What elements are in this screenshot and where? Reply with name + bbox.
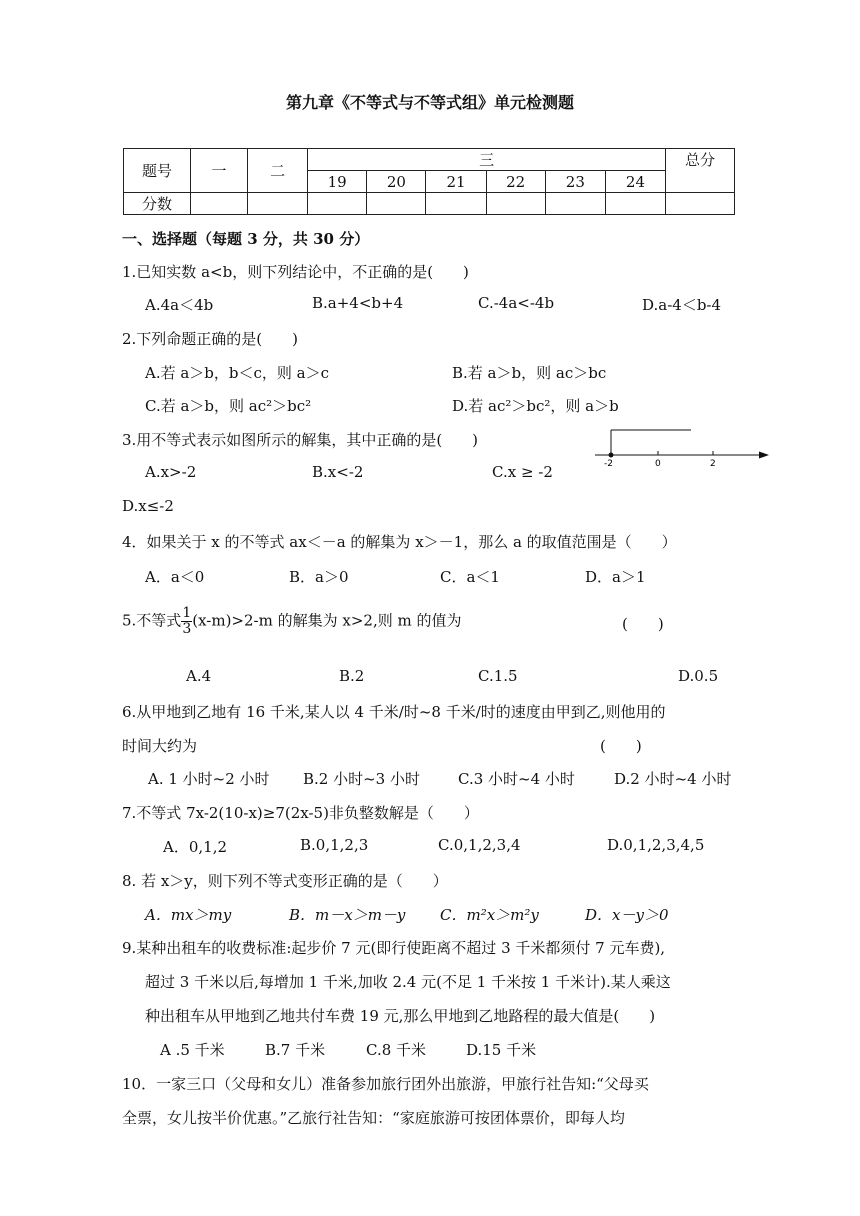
- question-10-line-2: 全票，女儿按半价优惠。”乙旅行社告知：“家庭旅游可按团体票价，即每人均: [122, 1109, 625, 1127]
- score-cell: [367, 193, 426, 215]
- q3-option-d: D.x≤-2: [122, 497, 174, 515]
- q5-rest: (x-m)>2-m 的解集为 x>2,则 m 的值为: [192, 611, 462, 630]
- question-10-line-1: 10．一家三口（父母和女儿）准备参加旅行团外出旅游，甲旅行社告知:“父母买: [122, 1075, 649, 1093]
- q1-option-a: A.4a＜4b: [145, 296, 214, 314]
- question-1-stem: 1.已知实数 a<b，则下列结论中，不正确的是( ): [122, 263, 469, 281]
- page-title: 第九章《不等式与不等式组》单元检测题: [285, 93, 574, 112]
- number-line-arrow: [759, 452, 769, 459]
- q2-option-a: A.若 a＞b，b＜c，则 a＞c: [145, 364, 330, 382]
- q8-option-c: C．m²x＞m²y: [440, 906, 539, 924]
- q2-option-d: D.若 ac²＞bc²，则 a＞b: [452, 397, 619, 415]
- score-cell: [486, 193, 545, 215]
- score-header-tihao: 题号: [124, 149, 191, 193]
- q7-option-b: B.0,1,2,3: [300, 836, 369, 854]
- q5-option-c: C.1.5: [478, 667, 518, 685]
- question-8-stem: 8. 若 x＞y，则下列不等式变形正确的是（ ）: [122, 872, 448, 890]
- q7-option-c: C.0,1,2,3,4: [438, 836, 521, 854]
- fraction-numerator: 1: [182, 605, 192, 621]
- q6-option-a: A. 1 小时~2 小时: [148, 770, 270, 788]
- q4-option-a: A．a＜0: [145, 568, 205, 586]
- question-5-stem: [122, 606, 461, 637]
- question-4-stem: 4．如果关于 x 的不等式 ax＜－a 的解集为 x＞－1，那么 a 的取值范围是（ ）: [122, 533, 677, 551]
- question-9-line-1: 9.某种出租车的收费标准:起步价 7 元(即行使距离不超过 3 千米都须付 7 元车费),: [122, 939, 666, 957]
- q2-option-c: C.若 a＞b，则 ac²＞bc²: [145, 397, 312, 415]
- q8-option-b: B．m－x＞m－y: [289, 906, 406, 924]
- q4-option-c: C．a＜1: [440, 568, 500, 586]
- score-header-san: 三: [308, 149, 666, 171]
- tick-label-neg2: -2: [604, 459, 613, 469]
- q3-option-a: A.x>-2: [145, 463, 197, 481]
- q1-option-c: C.-4a<-4b: [478, 294, 555, 312]
- q9-option-a: A .5 千米: [160, 1041, 225, 1059]
- question-9-line-2: 超过 3 千米以后,每增加 1 千米,加收 2.4 元(不足 1 千米按 1 千米计).某人乘这: [145, 973, 671, 991]
- score-col-20: 20: [367, 171, 426, 193]
- fraction-one-third: [181, 606, 192, 637]
- score-cell: [605, 193, 665, 215]
- question-2-stem: 2.下列命题正确的是( ): [122, 330, 299, 348]
- score-col-21: 21: [426, 171, 486, 193]
- score-header-zongfen: 总分: [666, 149, 735, 193]
- section-heading: 一、选择题（每题 3 分，共 30 分）: [122, 230, 370, 248]
- q9-option-b: B.7 千米: [265, 1041, 326, 1059]
- question-6-line-1: 6.从甲地到乙地有 16 千米,某人以 4 千米/时~8 千米/时的速度由甲到乙,则他用的: [122, 703, 666, 721]
- score-col-19: 19: [308, 171, 367, 193]
- score-col-23: 23: [545, 171, 605, 193]
- q8-option-a: A．mx＞my: [145, 906, 232, 924]
- q5-option-b: B.2: [339, 667, 365, 685]
- score-cell: [666, 193, 735, 215]
- q6-answer-paren: ( ): [600, 737, 642, 755]
- question-7-stem: 7.不等式 7x-2(10-x)≥7(2x-5)非负整数解是（ ）: [122, 804, 479, 822]
- score-cell: [545, 193, 605, 215]
- score-table: [123, 148, 735, 215]
- fraction-denominator: 3: [182, 621, 192, 637]
- q5-option-a: A.4: [186, 667, 212, 685]
- q8-option-d: D．x－y＞0: [585, 906, 669, 924]
- q7-option-a: A．0,1,2: [163, 838, 227, 856]
- q2-option-b: B.若 a＞b，则 ac＞bc: [452, 364, 607, 382]
- question-3-stem: 3.用不等式表示如图所示的解集，其中正确的是( ): [122, 431, 479, 449]
- question-9-line-3: 种出租车从甲地到乙地共付车费 19 元,那么甲地到乙地路程的最大值是( ): [145, 1007, 656, 1025]
- q6-option-d: D.2 小时~4 小时: [614, 770, 732, 788]
- tick-label-0: 0: [655, 459, 661, 469]
- q9-option-d: D.15 千米: [466, 1041, 537, 1059]
- q9-option-c: C.8 千米: [366, 1041, 427, 1059]
- q3-option-c: C.x ≥ -2: [492, 463, 553, 481]
- q6-option-c: C.3 小时~4 小时: [458, 770, 575, 788]
- q7-option-d: D.0,1,2,3,4,5: [607, 836, 705, 854]
- score-col-22: 22: [486, 171, 545, 193]
- q1-option-d: D.a-4＜b-4: [642, 296, 722, 314]
- q1-option-b: B.a+4<b+4: [312, 294, 404, 312]
- score-cell: [248, 193, 308, 215]
- score-cell: [308, 193, 367, 215]
- score-cell: [190, 193, 247, 215]
- q6-option-b: B.2 小时~3 小时: [303, 770, 420, 788]
- score-col-24: 24: [605, 171, 665, 193]
- q5-answer-paren: ( ): [622, 615, 664, 633]
- score-row-fenshu: 分数: [124, 193, 191, 215]
- number-line-figure: [595, 422, 775, 472]
- q4-option-b: B．a＞0: [289, 568, 349, 586]
- tick-label-2: 2: [710, 459, 716, 469]
- solid-point: [609, 453, 614, 458]
- score-cell: [426, 193, 486, 215]
- q5-option-d: D.0.5: [678, 667, 719, 685]
- question-6-line-2: 时间大约为: [122, 737, 198, 755]
- q4-option-d: D．a＞1: [585, 568, 646, 586]
- score-header-er: 二: [248, 149, 308, 193]
- q5-prefix: 5.不等式: [122, 611, 182, 630]
- q3-option-b: B.x<-2: [312, 463, 364, 481]
- score-header-yi: 一: [190, 149, 247, 193]
